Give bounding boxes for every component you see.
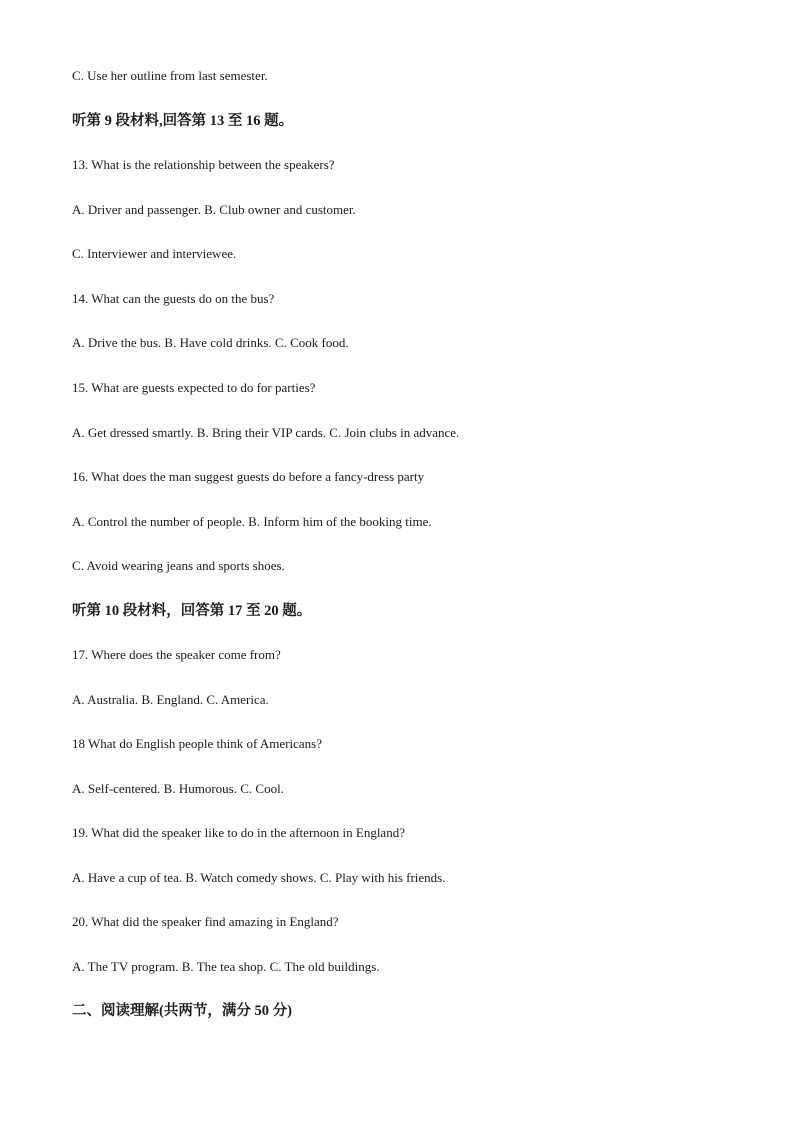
q18-options: A. Self-centered. B. Humorous. C. Cool. (72, 781, 284, 796)
question-18: 18 What do English people think of Americans? (72, 736, 322, 751)
q20-options: A. The TV program. B. The tea shop. C. The old buildings. (72, 959, 380, 974)
q14-options: A. Drive the bus. B. Have cold drinks. C. Cook food. (72, 335, 349, 350)
q13-options-ab: A. Driver and passenger. B. Club owner and customer. (72, 202, 356, 217)
q12-option-c: C. Use her outline from last semester. (72, 68, 268, 83)
question-15: 15. What are guests expected to do for parties? (72, 380, 316, 395)
q17-options: A. Australia. B. England. C. America. (72, 692, 269, 707)
q15-options: A. Get dressed smartly. B. Bring their VIP cards. C. Join clubs in advance. (72, 425, 460, 440)
section-heading-passage-10: 听第 10 段材料，回答第 17 至 20 题。 (72, 603, 312, 619)
section-heading-passage-9: 听第 9 段材料,回答第 13 至 16 题。 (72, 113, 294, 129)
question-20: 20. What did the speaker find amazing in England? (72, 914, 339, 929)
q16-options-ab: A. Control the number of people. B. Inform him of the booking time. (72, 514, 432, 529)
part-two-heading-reading: 二、阅读理解(共两节，满分 50 分) (72, 1003, 292, 1019)
q19-options: A. Have a cup of tea. B. Watch comedy shows. C. Play with his friends. (72, 870, 446, 885)
q13-option-c: C. Interviewer and interviewee. (72, 246, 237, 261)
question-19: 19. What did the speaker like to do in the afternoon in England? (72, 825, 405, 840)
question-14: 14. What can the guests do on the bus? (72, 291, 275, 306)
q16-option-c: C. Avoid wearing jeans and sports shoes. (72, 558, 285, 573)
question-16: 16. What does the man suggest guests do before a fancy-dress party (72, 469, 425, 484)
question-13: 13. What is the relationship between the speakers? (72, 157, 335, 172)
question-17: 17. Where does the speaker come from? (72, 647, 281, 662)
